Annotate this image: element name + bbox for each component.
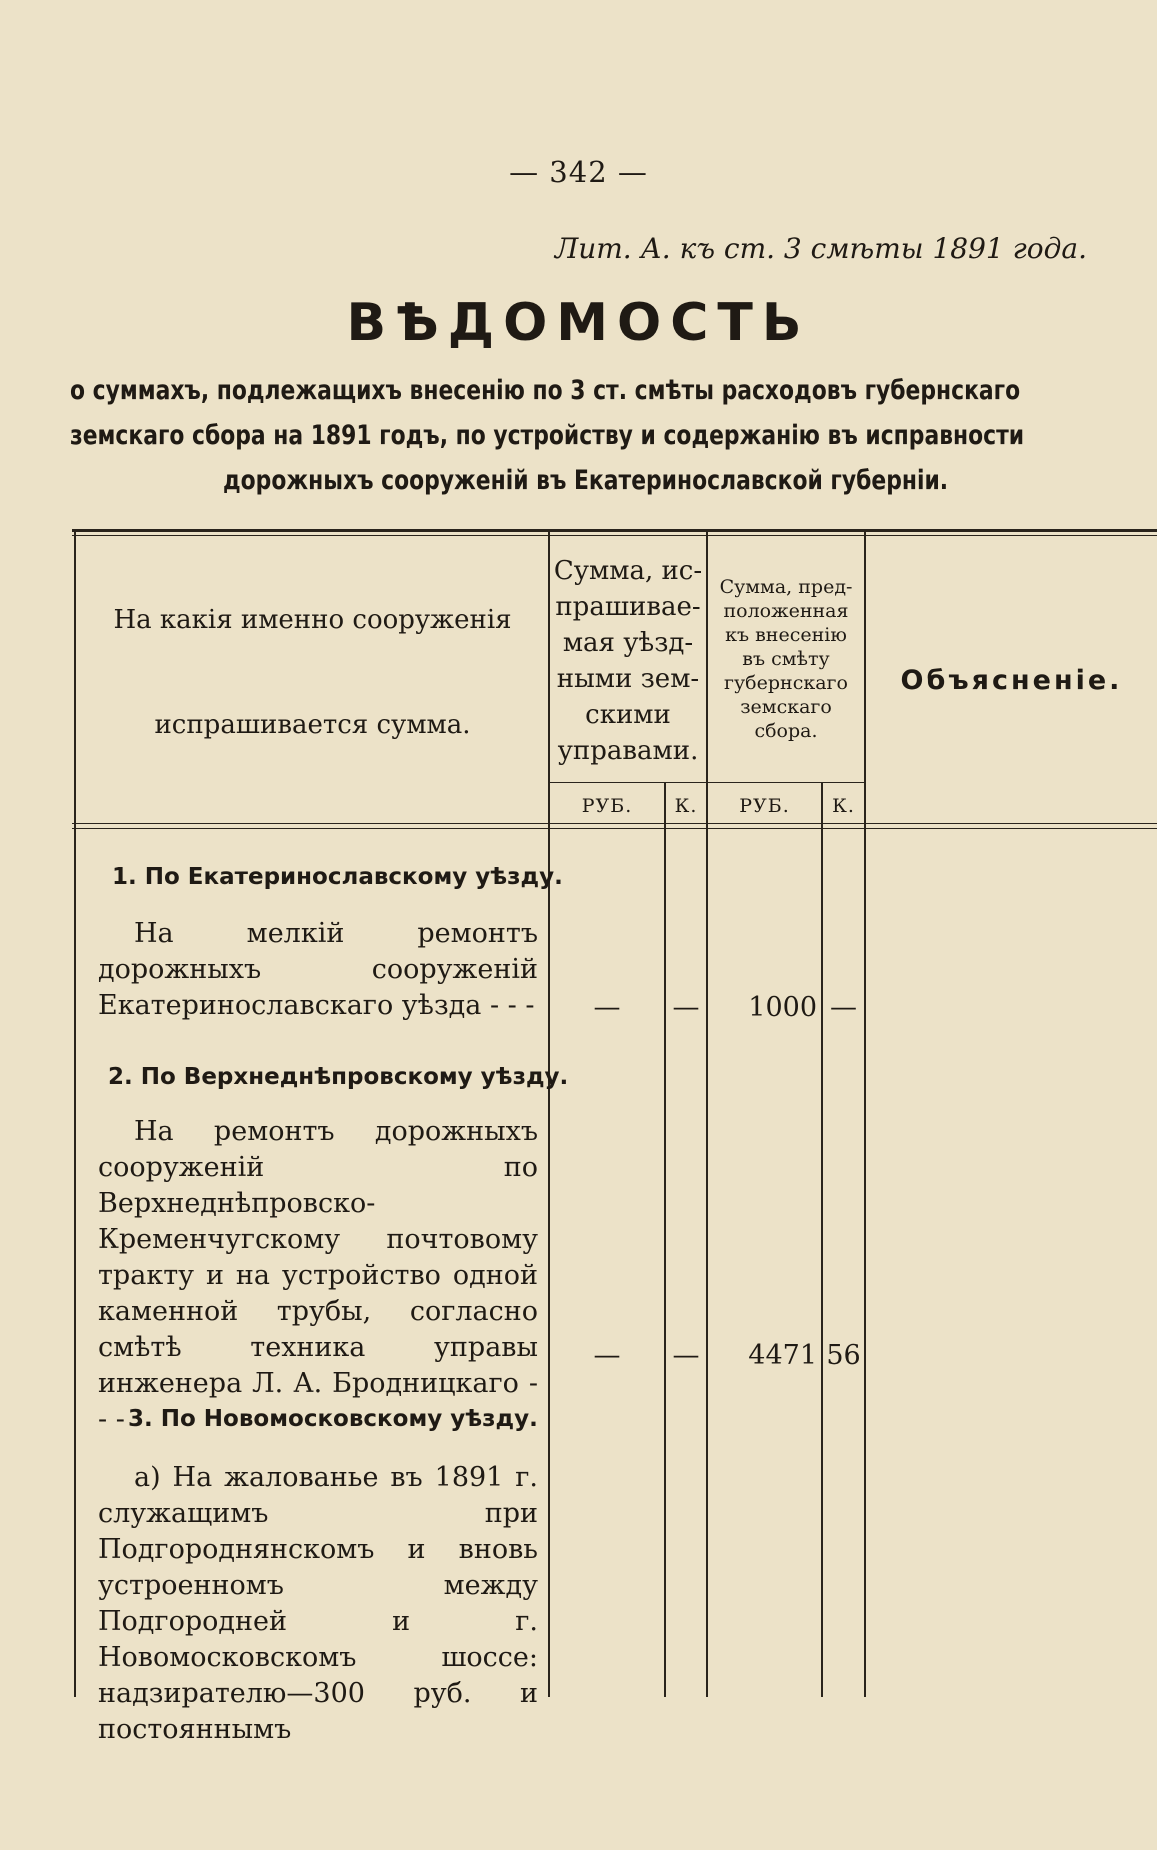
- requested-kop-value: —: [672, 992, 700, 1023]
- col-divider-prop: [864, 532, 866, 1697]
- section-text: На ремонтъ дорожныхъ сооруженій по Верхнеднѣпровско-Кременчугскому почтовому тракту и на устройство одной каменной трубы, согласно смѣтѣ техника управы инженера Л. А. Бродницкаго - - -: [98, 1116, 538, 1435]
- subtitle-line: о суммахъ, подлежащихъ внесенію по 3 ст. смѣты расходовъ губернскаго: [70, 375, 1021, 406]
- header-line: сбора.: [754, 720, 818, 742]
- unit-rub-proposed: РУБ.: [739, 795, 790, 817]
- header-label-line: На какія именно сооруженія: [113, 605, 512, 635]
- header-line: Сумма, ис-: [553, 556, 703, 586]
- header-line: мая уѣзд-: [562, 628, 694, 658]
- requested-rub-value: —: [593, 992, 621, 1023]
- header-line: скими: [585, 700, 671, 730]
- col-divider-req-kop: [664, 782, 666, 1697]
- table-top-rule: [72, 529, 1157, 532]
- unit-kop-proposed: К.: [832, 795, 855, 817]
- header-line: ными зем-: [556, 664, 700, 694]
- proposed-kop-value: —: [830, 992, 857, 1023]
- document-subtitle: [70, 368, 1048, 503]
- subtitle-line: земскаго сбора на 1891 годъ, по устройству и содержанію въ исправности: [70, 420, 1025, 451]
- header-explanation: Объясненіе.: [900, 665, 1123, 696]
- subtitle-line: дорожныхъ сооруженій въ Екатеринославской губерніи.: [223, 465, 949, 496]
- section-text: На мелкій ремонтъ дорожныхъ сооруженій Екатеринославскаго уѣзда - - -: [98, 918, 538, 1021]
- header-line: губернскаго: [724, 672, 848, 694]
- header-line: земскаго: [740, 696, 832, 718]
- proposed-rub-value: 1000: [748, 992, 817, 1023]
- header-sum-requested: [550, 553, 706, 769]
- annex-reference: Лит. А. къ ст. 3 смѣты 1891 года.: [554, 232, 1087, 265]
- proposed-rub-value: 4471: [748, 1340, 817, 1371]
- requested-rub-value: —: [593, 1340, 621, 1371]
- header-bottom-rule: [72, 823, 1157, 824]
- unit-rub-requested: РУБ.: [581, 795, 633, 817]
- section-heading: 2. По Верхнеднѣпровскому уѣзду.: [108, 1064, 569, 1090]
- page-number: — 342 —: [509, 155, 648, 189]
- proposed-kop-value: 56: [826, 1340, 861, 1371]
- header-bottom-rule-2: [72, 828, 1157, 829]
- section-text: а) На жалованье въ 1891 г. служащимъ при Подгороднянскомъ и вновь устроенномъ между Подгородней и г. Новомосковскомъ шоссе: надзирателю—300 руб. и постояннымъ: [98, 1462, 538, 1745]
- requested-kop-value: —: [672, 1340, 700, 1371]
- header-line: въ смѣту: [742, 648, 830, 670]
- table-top-rule-2: [72, 535, 1157, 536]
- header-label-column: [75, 600, 550, 745]
- header-sum-proposed: [708, 575, 864, 743]
- section-heading: 3. По Новомосковскому уѣзду.: [128, 1406, 538, 1432]
- document-title: ВѢДОМОСТЬ: [346, 293, 811, 353]
- col-divider-prop-kop: [821, 782, 823, 1697]
- header-line: къ внесенію: [725, 624, 847, 646]
- section-heading: 1. По Екатеринославскому уѣзду.: [112, 864, 563, 890]
- header-line: положенная: [723, 600, 849, 622]
- unit-kop-requested: К.: [674, 795, 698, 817]
- header-line: Сумма, пред-: [719, 576, 853, 598]
- header-label-line: испрашивается сумма.: [154, 710, 471, 740]
- header-line: управами.: [557, 736, 699, 766]
- header-line: прашивае-: [555, 592, 701, 622]
